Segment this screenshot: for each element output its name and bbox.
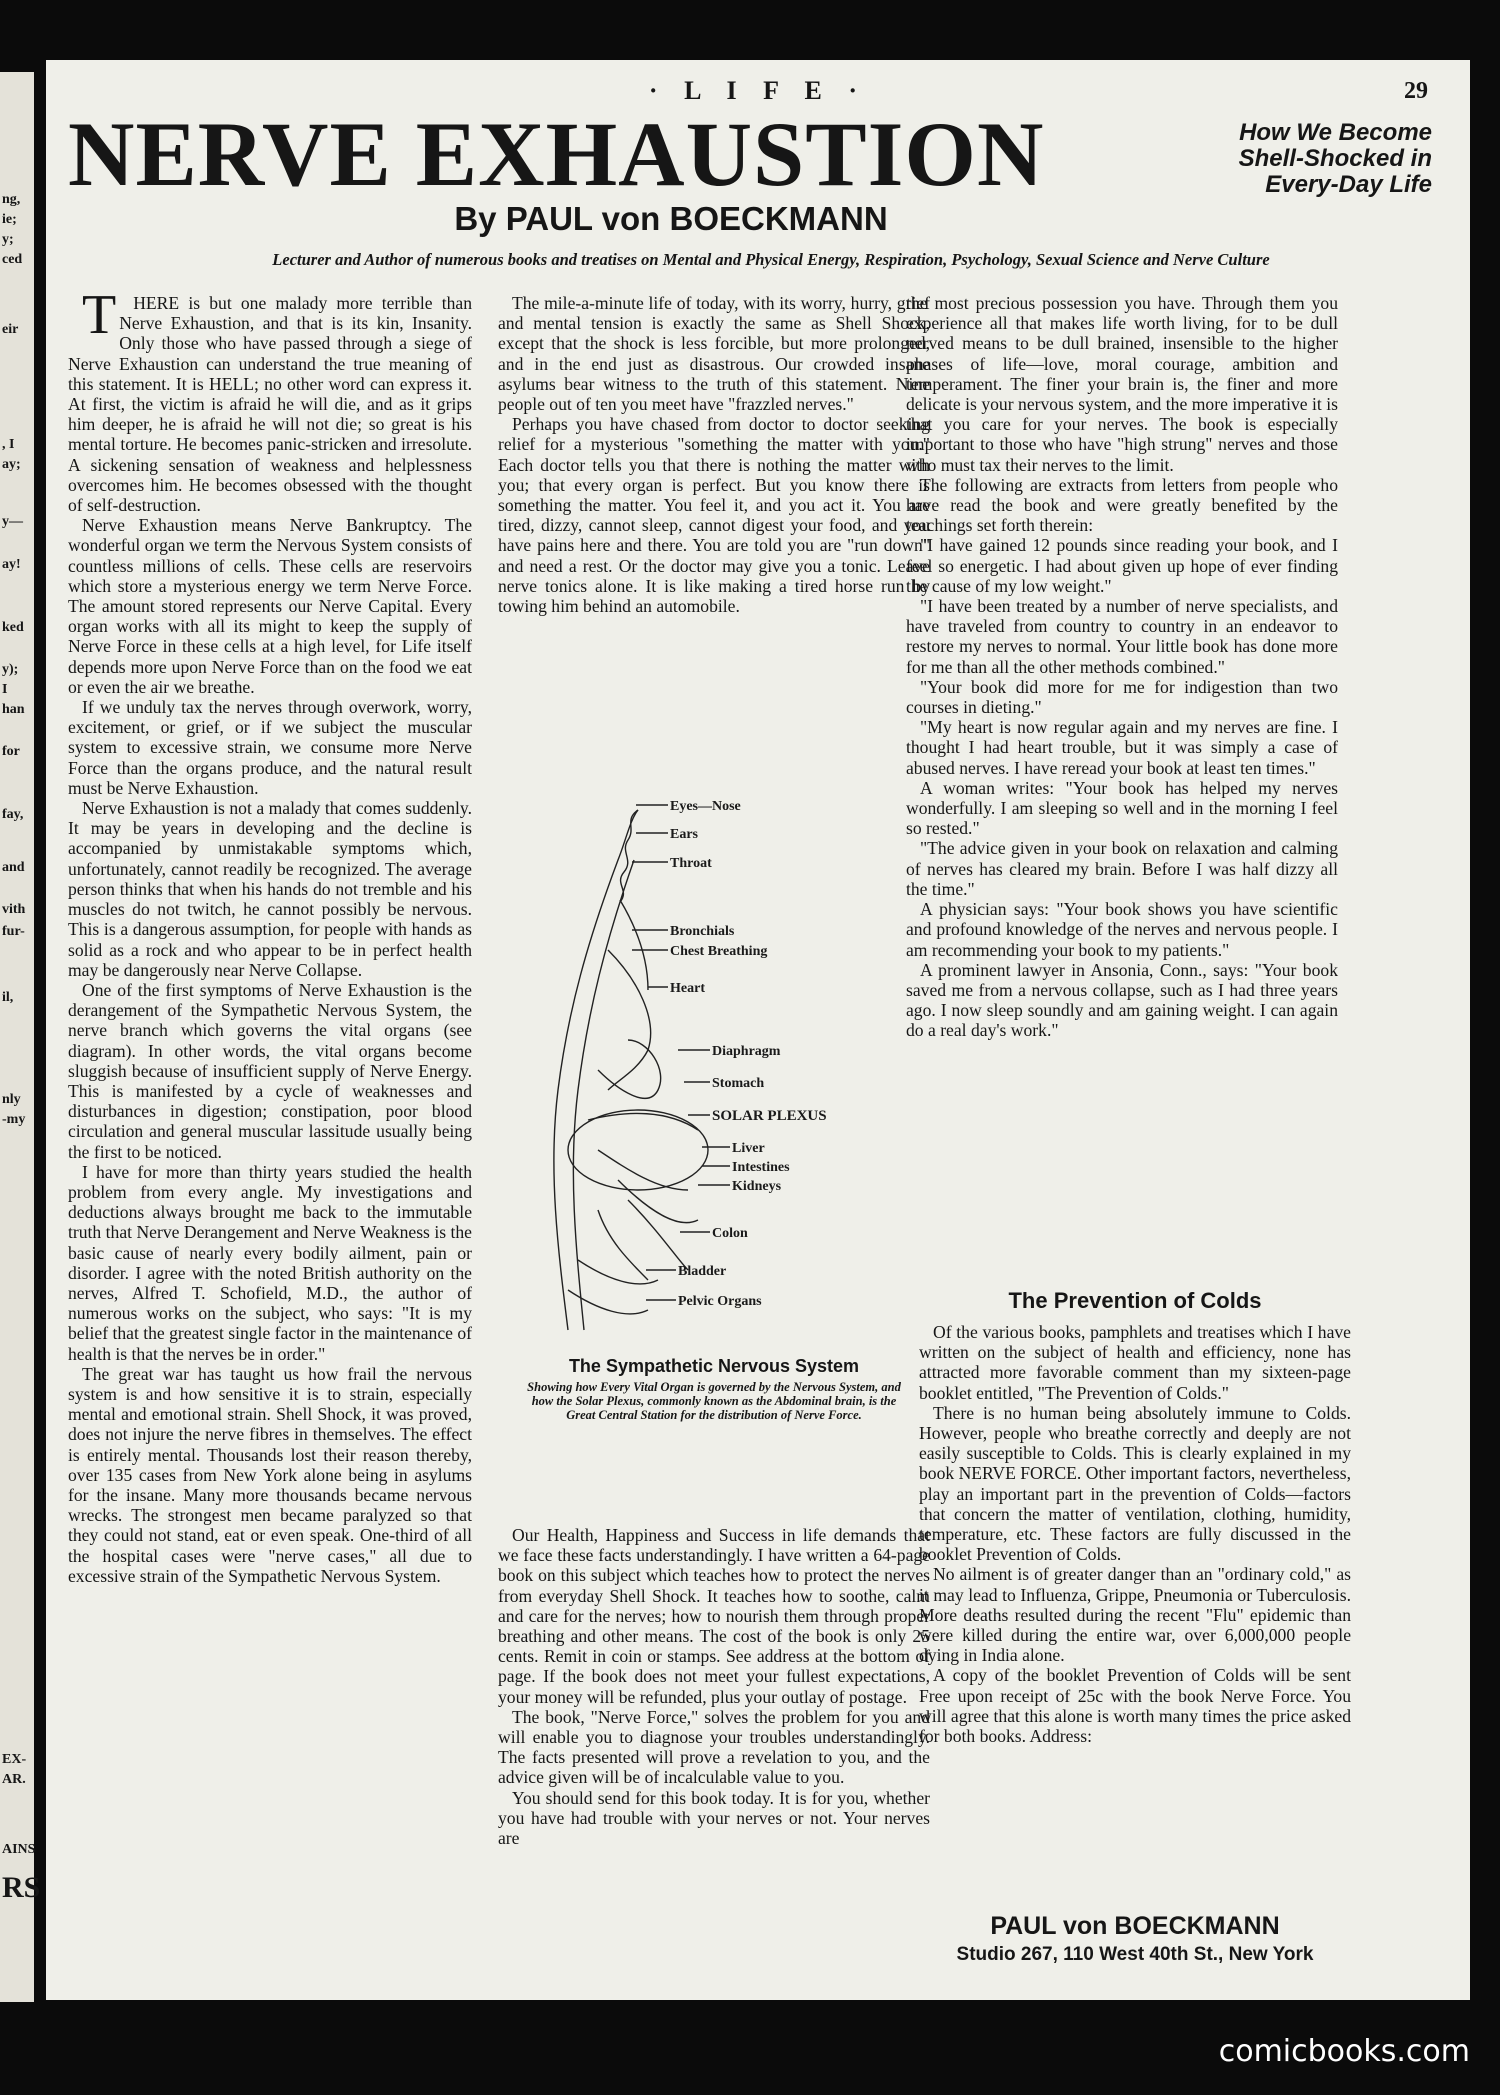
strip-fragment: ced [2,252,23,267]
strip-fragment: EX- [2,1752,27,1767]
strip-fragment: for [2,744,20,759]
nerve-drawing [554,810,708,1330]
diagram-label: SOLAR PLEXUS [712,1108,827,1124]
diagram-label: Liver [732,1141,765,1156]
strip-fragment: nly [2,1092,21,1107]
paragraph: A copy of the booklet Prevention of Colds will be sent Free upon receipt of 25c with the book Nerve Force. You will agree that this alone is worth many times the price asked for both books. Address: [919,1665,1351,1747]
diagram-label: Ears [670,827,698,842]
strip-fragment: ay; [2,457,21,472]
paragraph: The book, "Nerve Force," solves the problem for you and will enable you to diagnose your troubles understandingly. The facts presented will prove a revelation to you, and the advice given will be of incalculable value to you. [498,1706,930,1788]
column-3-bottom [919,1322,1351,1746]
paragraph: Perhaps you have chased from doctor to doctor seeking relief for a mysterious "something the matter with you." Each doctor tells you that there is nothing the matter with you; that every organ is perfect. But you know there is something the matter. You feel it, and you act it. You are tired, dizzy, cannot sleep, cannot digest your food, and you have pains here and there. You are told you are "run down" and need a rest. Or the doctor may give you a tonic. Leave nerve tonics alone. It is like making a tired horse run by towing him behind an automobile. [498,414,930,617]
diagram-label: Kidneys [732,1179,782,1194]
diagram-label: Throat [670,856,712,871]
signature-address: Studio 267, 110 West 40th St., New York [956,1944,1314,1965]
headline: NERVE EXHAUSTION [68,103,1045,205]
page-number: 29 [1404,78,1428,104]
strip-fragment: fay, [2,807,24,822]
strip-fragment: ay! [2,557,21,572]
diagram-label: Colon [712,1226,748,1241]
paragraph: Nerve Exhaustion means Nerve Bankruptcy. The wonderful organ we term the Nervous System consists of countless millions of cells. These cells are reservoirs which store a mysterious energy we term Nerve Force. The amount stored represents our Nerve Capital. Every organ works with all its might to keep the supply of Nerve Force in these cells at a high level, for Life itself depends more upon Nerve Force than on the food we eat or even the air we breathe. [68,515,472,697]
diagram-label: Bronchials [670,924,735,939]
testimonial: A woman writes: "Your book has helped my nerves wonderfully. I am sleeping so well and in the morning I feel so rested." [906,777,1338,839]
testimonial: "The advice given in your book on relaxation and calming of nerves has cleared my brain. Before I was half dizzy all the time." [906,838,1338,899]
site-watermark: comicbooks.com [1218,2034,1470,2069]
paragraph: the most precious possession you have. Through them you experience all that makes life worth living, for to be dull nerved means to be dull brained, insensible to the higher phases of life—love, moral courage, ambition and temperament. The finer your brain is, the finer and more delicate is your nervous system, and the more imperative it is that you care for your nerves. The book is especially important to those who have "high strung" nerves and those who must tax their nerves to the limit. [906,293,1338,475]
diagram-caption: Showing how Every Vital Organ is governed by the Nervous System, and how the Solar Plexus, commonly known as the Abdominal brain, is the Great Central Station for the distribution of Nerve Force. [527,1380,901,1422]
diagram-label: Heart [670,981,705,996]
strip-fragment: AINS [2,1842,36,1857]
column-2-bottom [498,1525,930,1848]
testimonial: A prominent lawyer in Ansonia, Conn., says: "Your book saved me from a nervous collapse, such as I had three years ago. I now sleep soundly and am gaining weight. I can again do a real day's work." [906,959,1338,1041]
strip-fragment: y— [2,514,23,529]
paragraph: I have for more than thirty years studied the health problem from every angle. My investigations and deductions always brought me back to the immutable truth that Nerve Derangement and Nerve Weakness is the basic cause of nearly every bodily ailment, pain or disorder. I agree with the noted British authority on the nerves, Alfred T. Schofield, M.D., the author of numerous works on the subject, who says: "It is my belief that the greatest single factor in the maintenance of health is that the nerves be in order." [68,1161,472,1364]
diagram-label: Bladder [678,1264,727,1279]
byline: By PAUL von BOECKMANN [454,200,888,237]
paragraph: If we unduly tax the nerves through overwork, worry, excitement, or grief, or if we subject the muscular system to excessive strain, we consume more Nerve Force than the organs produce, and the natural result must be Nerve Exhaustion. [68,697,472,798]
paragraph: One of the first symptoms of Nerve Exhaustion is the derangement of the Sympathetic Nervous System, the nerve branch which governs the vital organs (see diagram). In other words, the vital organs become sluggish because of insufficient supply of Nerve Energy. This is manifested by a cycle of weaknesses and disturbances in digestion; constipation, poor blood circulation and general muscular lassitude usually being the first to be noticed. [68,979,472,1162]
diagram-label: Stomach [712,1076,765,1091]
paragraph: The great war has taught us how frail the nervous system is and how sensitive it is to strain, especially mental and emotional strain. Shell Shock, it was proved, does not injure the nerve fibres in themselves. The effect is entirely mental. Thousands lost their reason thereby, over 135 cases from New York alone being in asylums for the insane. Many more thousands became nervous wrecks. The strongest men became paralyzed so that they could not stand, eat or even speak. One-third of all the hospital cases were "nerve cases," all due to excessive strain of the Sympathetic Nervous System. [68,1363,472,1586]
strip-fragment: and [2,860,25,875]
diagram-label: Chest Breathing [670,944,768,959]
strip-fragment: -my [2,1112,26,1127]
diagram-label: Pelvic Organs [678,1294,762,1309]
strip-fragment: ng, [2,192,21,207]
column-3-top [906,293,1338,1041]
strip-fragment: , I [2,437,15,452]
strip-fragment: AR. [2,1772,26,1787]
sympathetic-nervous-system-diagram [498,790,930,1350]
testimonial: "I have been treated by a number of nerve specialists, and have traveled from country to country in an endeavor to restore my nerves to normal. Your little book has done more for me than all the other methods combined." [906,596,1338,677]
paragraph: There is no human being absolutely immune to Colds. However, people who breathe correctly and deeply are not easily susceptible to Colds. This is clearly explained in my book NERVE FORCE. Other important factors, nevertheless, play an important part in the prevention of Colds—factors that concern the matter of ventilation, clothing, humidity, temperature, etc. These factors are fully discussed in the booklet Prevention of Colds. [919,1402,1351,1565]
strip-fragment: RS [2,1871,41,1904]
diagram-label: Intestines [732,1160,790,1175]
paragraph: The following are extracts from letters from people who have read the book and were greatly benefited by the teachings set forth therein: [906,474,1338,536]
strip-fragment: I [2,682,8,697]
adjacent-page-strip [0,72,41,2002]
section-heading: The Prevention of Colds [1008,1288,1262,1313]
strip-fragment: han [2,702,25,717]
testimonial: "My heart is now regular again and my nerves are fine. I thought I had heart trouble, but it was simply a case of abused nerves. I have reread your book at least ten times." [906,717,1338,778]
strip-fragment: fur- [2,924,25,939]
strip-fragment: y); [2,662,19,677]
paragraph: Of the various books, pamphlets and treatises which I have written on the subject of health and efficiency, none has attracted more favorable comment than my sixteen-page booklet entitled, "The Prevention of Colds." [919,1322,1351,1403]
author-credentials: Lecturer and Author of numerous books and treatises on Mental and Physical Energy, Respiration, Psychology, Sexual Science and Nerve Culture [272,250,1270,269]
magazine-page [46,60,1470,2000]
running-head: · L I F E · [648,76,868,105]
diagram-label: Eyes—Nose [670,799,741,814]
strip-fragment: vith [2,902,26,917]
diagram-title: The Sympathetic Nervous System [568,1356,860,1376]
paragraph: THERE is but one malady more terrible than Nerve Exhaustion, and that is its kin, Insanity. Only those who have passed through a siege of Nerve Exhaustion can understand the true meaning of this statement. It is HELL; no other word can express it. At first, the victim is afraid he will die, and as it grips him deeper, he is afraid he will not die; so great is his mental torture. He becomes panic-stricken and irresolute. A sickening sensation of weakness and helplessness overcomes him. He becomes obsessed with the thought of self-destruction. [68,284,472,516]
paragraph: Nerve Exhaustion is not a malady that comes suddenly. It may be years in developing and the decline is accompanied by unmistakable symptoms which, unfortunately, cannot readily be recognized. The average person thinks that when his hands do not tremble and his muscles do not twitch, he cannot possibly be nervous. This is a dangerous assumption, for people with hands as solid as a rock and who appear to be in perfect health may be dangerously near Nerve Collapse. [68,798,472,980]
strip-fragment: ked [2,620,24,635]
testimonial: A physician says: "Your book shows you have scientific and profound knowledge of the nerves and nervous people. I am recommending your book to my patients." [906,899,1338,960]
column-2-top [498,293,930,616]
paragraph: Our Health, Happiness and Success in life demands that we face these facts understandingly. I have written a 64-page book on this subject which teaches how to protect the nerves from everyday Shell Shock. It teaches how to soothe, calm and care for the nerves; how to nourish them through proper breathing and other means. The cost of the book is only 25 cents. Remit in coin or stamps. See address at the bottom of page. If the book does not meet your fullest expectations, your money will be refunded, plus your outlay of postage. [498,1525,930,1707]
testimonial: "Your book did more for me for indigestion than two courses in dieting." [906,676,1338,718]
testimonial: "I have gained 12 pounds since reading your book, and I feel so energetic. I had about given up hope of ever finding the cause of my low weight." [906,535,1338,596]
paragraph: No ailment is of greater danger than an "ordinary cold," as it may lead to Influenza, Grippe, Pneumonia or Tuberculosis. More deaths resulted during the recent "Flu" epidemic than were killed during the entire war, over 6,000,000 people dying in India alone. [919,1564,1351,1666]
strip-fragment: il, [2,990,14,1005]
strip-fragment: ie; [2,212,17,227]
paragraph: The mile-a-minute life of today, with its worry, hurry, grief and mental tension is exactly the same as Shell Shock, except that the shock is less forcible, but more prolonged, and in the end just as disastrous. Our crowded insane asylums bear witness to the truth of this statement. Nine people out of ten you meet have "frazzled nerves." [498,293,930,415]
column-1 [68,284,472,1586]
paragraph: You should send for this book today. It is for you, whether you have had trouble with your nerves or not. Your nerves are [498,1787,930,1849]
signature-name: PAUL von BOECKMANN [990,1912,1280,1940]
strip-fragment: y; [2,232,14,247]
strip-fragment: eir [2,322,19,337]
subhead: How We Become Shell-Shocked in Every-Day Life [1238,119,1432,198]
diagram-label: Diaphragm [712,1044,781,1059]
